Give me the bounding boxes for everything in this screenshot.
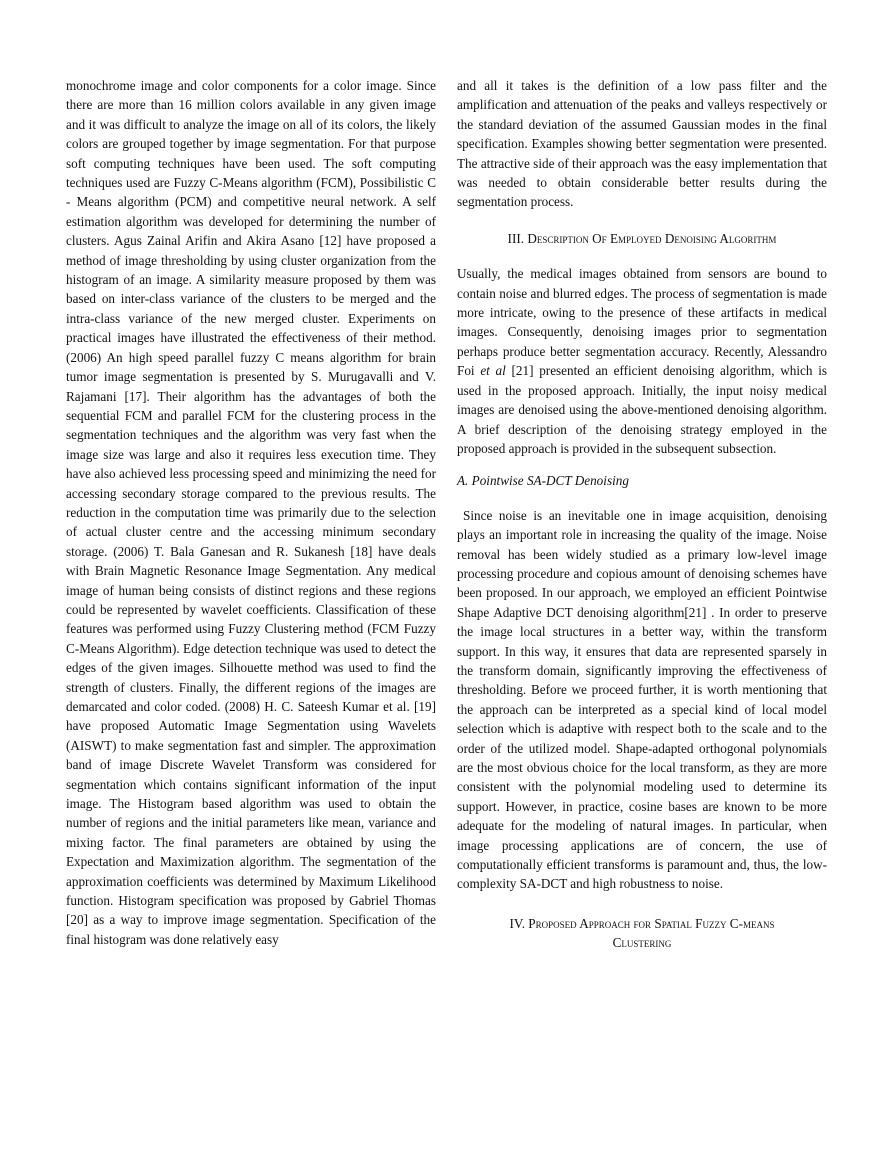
right-paragraph-2 bbox=[457, 264, 827, 458]
right-column bbox=[457, 76, 827, 969]
section-3-heading bbox=[457, 229, 827, 248]
section-3-heading-text: III. Description Of Employed Denoising Algorithm bbox=[507, 230, 777, 246]
paragraph-2-et-al: et al bbox=[480, 363, 506, 379]
section-4-heading-line1: IV. Proposed Approach for Spatial Fuzzy C-means bbox=[509, 915, 775, 931]
right-paragraph-3: Since noise is an inevitable one in image acquisition, denoising plays an important role in increasing the quality of the image. Noise removal has been widely studied as a primary low-level image processing procedure and copious amount of denoising schemes have been proposed. In our approach, we employed an efficient Pointwise Shape Adaptive DCT denoising algorithm[21] . In order to preserve the image local structures in a better way, within the transform support. In this way, it ensures that data are represented sparsely in the transform domain, significantly improving the effectiveness of thresholding. Before we proceed further, it is worth mentioning that the approach can be interpreted as a special kind of local model selection which is adaptive with respect both to the scale and to the order of the utilized model. Shape-adapted orthogonal polynomials are the most obvious choice for the local transform, as they are more consistent with the polynomial modeling used to determine its support. However, in practice, cosine bases are known to be more adequate for the modeling of natural images. In particular, when image processing applications are of concern, the use of computationally efficient transforms is paramount and, thus, the low-complexity SA-DCT and high robustness to noise. bbox=[457, 507, 827, 892]
right-paragraph-1: and all it takes is the definition of a low pass filter and the amplification and attenuation of the peaks and valleys respectively or the standard deviation of the assumed Gaussian modes in the final specification. Examples showing better segmentation were presented. The attractive side of their approach was the easy implementation that was needed to obtain considerable better results during the segmentation process. bbox=[457, 78, 827, 210]
left-paragraph: monochrome image and color components for a color image. Since there are more than 16 million colors available in any given image and it was difficult to analyze the image on all of its colors, the likely colors are grouped together by image segmentation. For that purpose soft computing techniques have been used. The soft computing techniques used are Fuzzy C-Means algorithm (FCM), Possibilistic C - Means algorithm (PCM) and competitive neural network. A self estimation algorithm was developed for determining the number of clusters. Agus Zainal Arifin and Akira Asano [12] have proposed a method of image thresholding by using cluster organization from the histogram of an image. A similarity measure proposed by them was based on inter-class variance of the clusters to be merged and the intra-class variance of the new merged cluster. Experiments on practical images have illustrated the effectiveness of their method. (2006) An high speed parallel fuzzy C means algorithm for brain tumor image segmentation is presented by S. Murugavalli and V. Rajamani [17]. Their algorithm has the advantages of both the sequential FCM and parallel FCM for the clustering process in the segmentation techniques and the algorithm was very fast when the image size was large and also it requires less execution time. They have also achieved less processing speed and minimizing the need for accessing secondary storage compared to the previous results. The reduction in the computation time was primarily due to the selection of actual cluster centre and the accessing minimum secondary storage. (2006) T. Bala Ganesan and R. Sukanesh [18] have deals with Brain Magnetic Resonance Image Segmentation. Any medical image of human being consists of distinct regions and these regions could be represented by wavelet coefficients. Classification of these features was performed using Fuzzy Clustering method (FCM Fuzzy C-Means Algorithm). Edge detection technique was used to detect the edges of the given images. Silhouette method was used to find the strength of clusters. Finally, the different regions of the images are demarcated and color coded. (2008) H. C. Sateesh Kumar et al. [19] have proposed Automatic Image Segmentation using Wavelets (AISWT) to make segmentation fast and simpler. The approximation band of image Discrete Wavelet Transform was considered for segmentation which contains significant information of the input image. The Histogram based algorithm was used to obtain the number of regions and the initial parameters like mean, variance and mixing factor. The final parameters are obtained by using the Expectation and Maximization algorithm. The segmentation of the approximation coefficients was determined by Maximum Likelihood function. Histogram specification was proposed by Gabriel Thomas [20] as a way to improve image segmentation. Specification of the final histogram was done relatively easy bbox=[66, 78, 436, 947]
section-4-heading-line2: Clustering bbox=[612, 935, 672, 951]
paragraph-2-text-b: [21] presented an efficient denoising algorithm, which is used in the proposed approach. Initially, the input noisy medical images are denoised using the above-mentioned denoising algorithm. A brief description of the denoising strategy employed in the proposed approach is provided in the subsequent subsection. bbox=[457, 363, 828, 456]
section-4-heading bbox=[457, 914, 827, 953]
subsection-heading: A. Pointwise SA-DCT Denoising bbox=[457, 473, 629, 489]
paragraph-2-text-a: Usually, the medical images obtained from sensors are bound to contain noise and blurred edges. The process of segmentation is made more intricate, owing to the presence of these artifacts in medical images. Consequently, denoising images prior to segmentation perhaps produce better segmentation accuracy. Recently, Alessandro Foi bbox=[457, 266, 827, 379]
left-column bbox=[66, 76, 436, 949]
